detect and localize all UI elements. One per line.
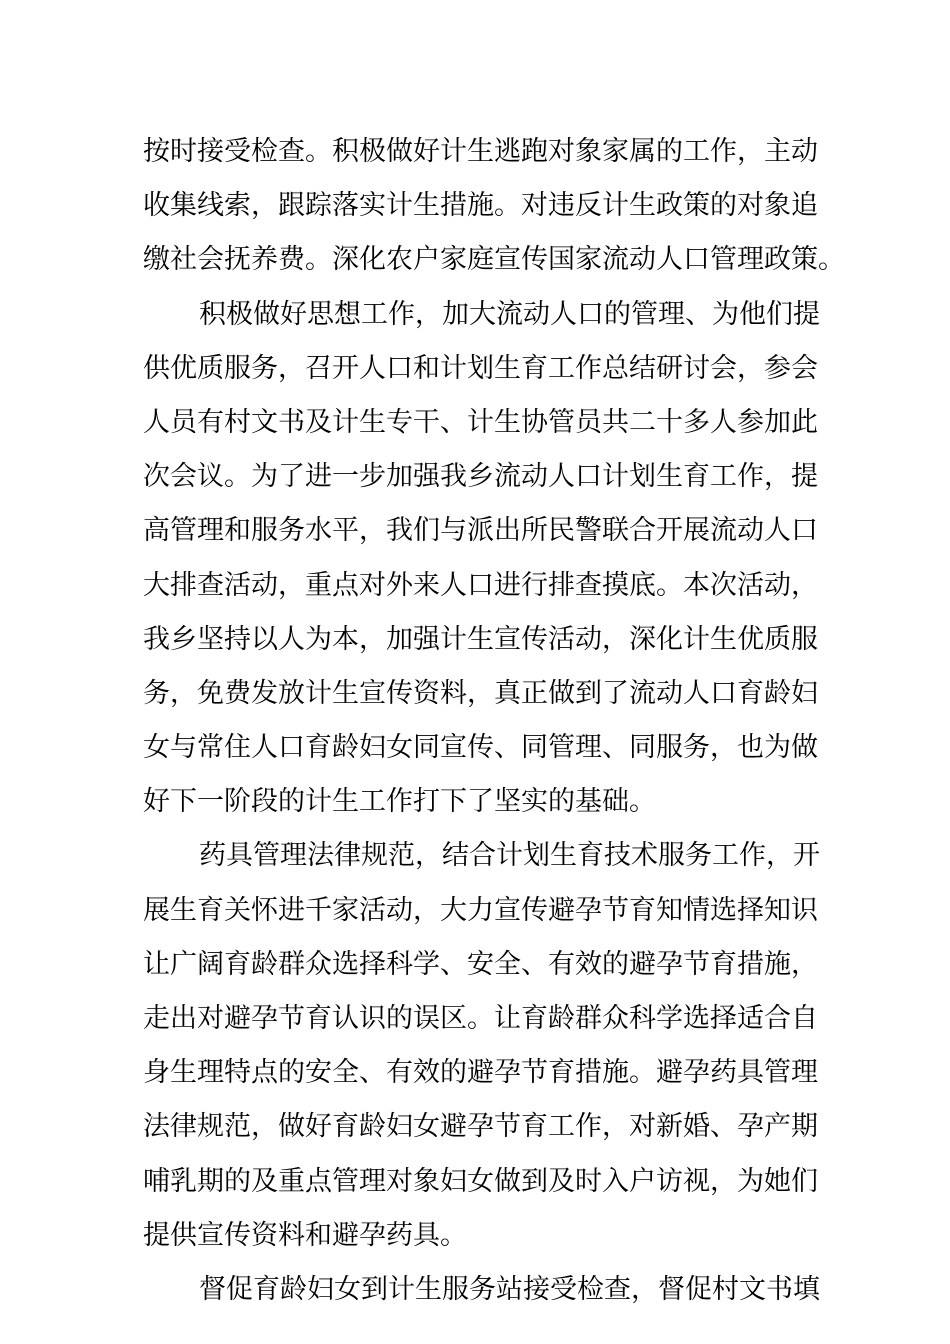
text-line: 高管理和服务水平，我们与派出所民警联合开展流动人口 [143, 515, 818, 547]
text-line: 药具管理法律规范，结合计划生育技术服务工作，开 [199, 840, 820, 872]
text-line: 按时接受检查。积极做好计生逃跑对象家属的工作，主动 [143, 136, 818, 167]
paragraph [143, 1263, 820, 1317]
text-line: 收集线索，跟踪落实计生措施。对违反计生政策的对象追 [143, 190, 818, 222]
text-line: 让广阔育龄群众选择科学、安全、有效的避孕节育措施， [143, 948, 818, 980]
paragraph [143, 125, 845, 288]
text-line: 哺乳期的及重点管理对象妇女做到及时入户访视，为她们 [143, 1165, 818, 1197]
text-line: 好下一阶段的计生工作打下了坚实的基础。 [143, 786, 656, 818]
text-line: 督促育龄妇女到计生服务站接受检查，督促村文书填 [199, 1273, 820, 1305]
document-body [143, 125, 845, 1317]
text-line: 务，免费发放计生宣传资料，真正做到了流动人口育龄妇 [143, 677, 818, 709]
text-line: 缴社会抚养费。深化农户家庭宣传国家流动人口管理政策。 [143, 244, 845, 276]
text-line: 供优质服务，召开人口和计划生育工作总结研讨会，参会 [143, 352, 818, 384]
paragraph [143, 829, 820, 1263]
paragraph [143, 288, 820, 830]
text-line: 展生育关怀进千家活动，大力宣传避孕节育知情选择知识 [143, 894, 818, 926]
text-line: 人员有村文书及计生专干、计生协管员共二十多人参加此 [143, 406, 818, 438]
text-line: 大排查活动，重点对外来人口进行排查摸底。本次活动， [143, 569, 818, 601]
text-line: 提供宣传资料和避孕药具。 [143, 1219, 467, 1251]
text-line: 走出对避孕节育认识的误区。让育龄群众科学选择适合自 [143, 1003, 818, 1034]
text-line: 身生理特点的安全、有效的避孕节育措施。避孕药具管理 [143, 1057, 818, 1089]
text-line: 法律规范，做好育龄妇女避孕节育工作，对新婚、孕产期 [143, 1111, 818, 1143]
text-line: 我乡坚持以人为本，加强计生宣传活动，深化计生优质服 [143, 623, 818, 655]
text-line: 女与常住人口育龄妇女同宣传、同管理、同服务，也为做 [143, 732, 818, 764]
text-line: 次会议。为了进一步加强我乡流动人口计划生育工作，提 [143, 461, 818, 493]
text-line: 积极做好思想工作，加大流动人口的管理、为他们提 [199, 298, 820, 330]
